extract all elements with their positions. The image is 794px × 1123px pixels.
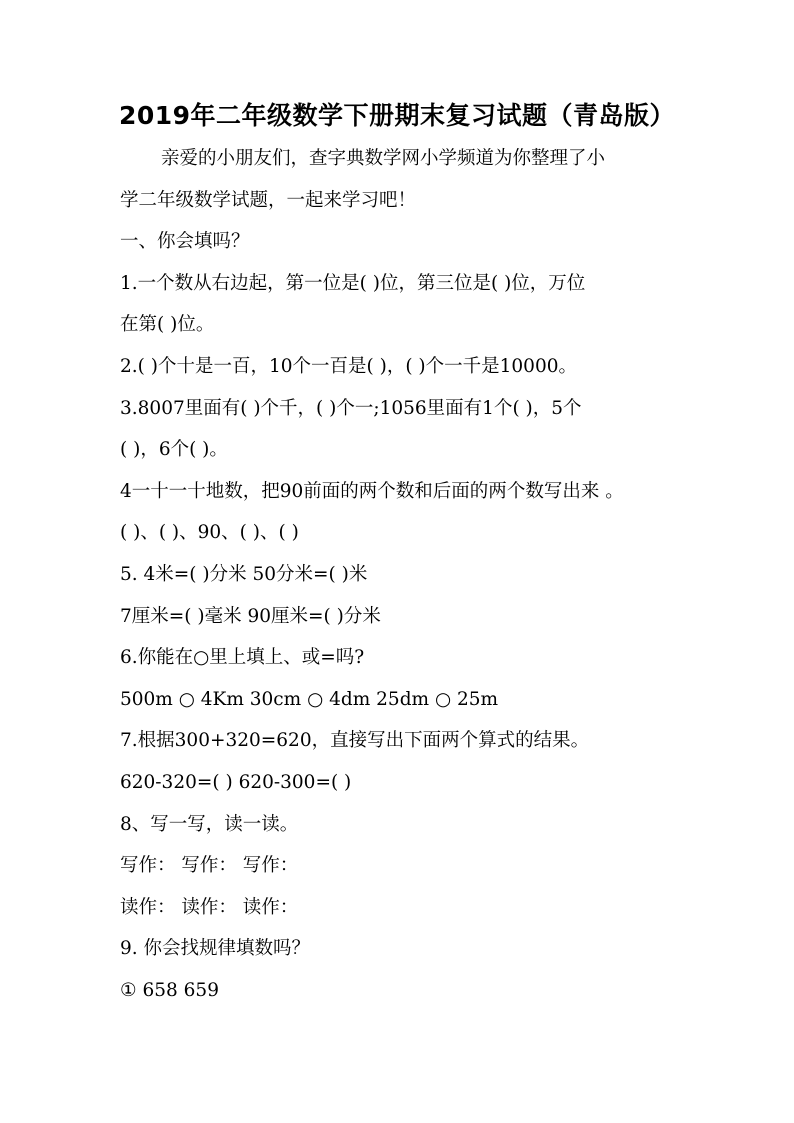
question-1-line-1: 1.一个数从右边起，第一位是( )位，第三位是( )位，万位: [120, 272, 586, 294]
intro-line-2: 学二年级数学试题，一起来学习吧！: [120, 189, 417, 211]
question-6-line-1: 6.你能在○里上填上、或=吗?: [120, 647, 365, 669]
section-heading: 一、你会填吗？: [120, 231, 250, 253]
question-1-line-2: 在第( )位。: [120, 314, 215, 336]
question-4-line-2: ( )、( )、90、( )、( ): [120, 522, 299, 544]
document-title: 2019年二年级数学下册期末复习试题（青岛版）: [118, 101, 676, 130]
question-7-line-1: 7.根据300+320=620，直接写出下面两个算式的结果。: [120, 730, 590, 752]
intro-line-1: 亲爱的小朋友们，查字典数学网小学频道为你整理了小: [161, 148, 606, 169]
question-9-line-2: ① 658 659: [120, 979, 219, 1001]
document-body: [120, 138, 680, 1011]
question-5-line-1: 5. 4米=( )分米 50分米=( )米: [120, 563, 368, 585]
question-6-line-2: 500m ○ 4Km 30cm ○ 4dm 25dm ○ 25m: [120, 688, 499, 710]
question-3-line-1: 3.8007里面有( )个千，( )个一;1056里面有1个( )，5个: [120, 397, 582, 419]
question-2: 2.( )个十是一百，10个一百是( )，( )个一千是10000。: [120, 355, 577, 377]
question-9-line-1: 9. 你会找规律填数吗？: [120, 938, 311, 960]
question-8-line-3: 读作： 读作： 读作：: [120, 896, 299, 918]
question-4-line-1: 4一十一十地数，把90前面的两个数和后面的两个数写出来 。: [120, 480, 624, 502]
question-5-line-2: 7厘米=( )毫米 90厘米=( )分米: [120, 605, 381, 627]
question-8-line-1: 8、写一写，读一读。: [120, 813, 299, 835]
question-3-line-2: ( )，6个( )。: [120, 439, 228, 461]
question-8-line-2: 写作： 写作： 写作：: [120, 855, 299, 877]
question-7-line-2: 620-320=( ) 620-300=( ): [120, 771, 352, 793]
